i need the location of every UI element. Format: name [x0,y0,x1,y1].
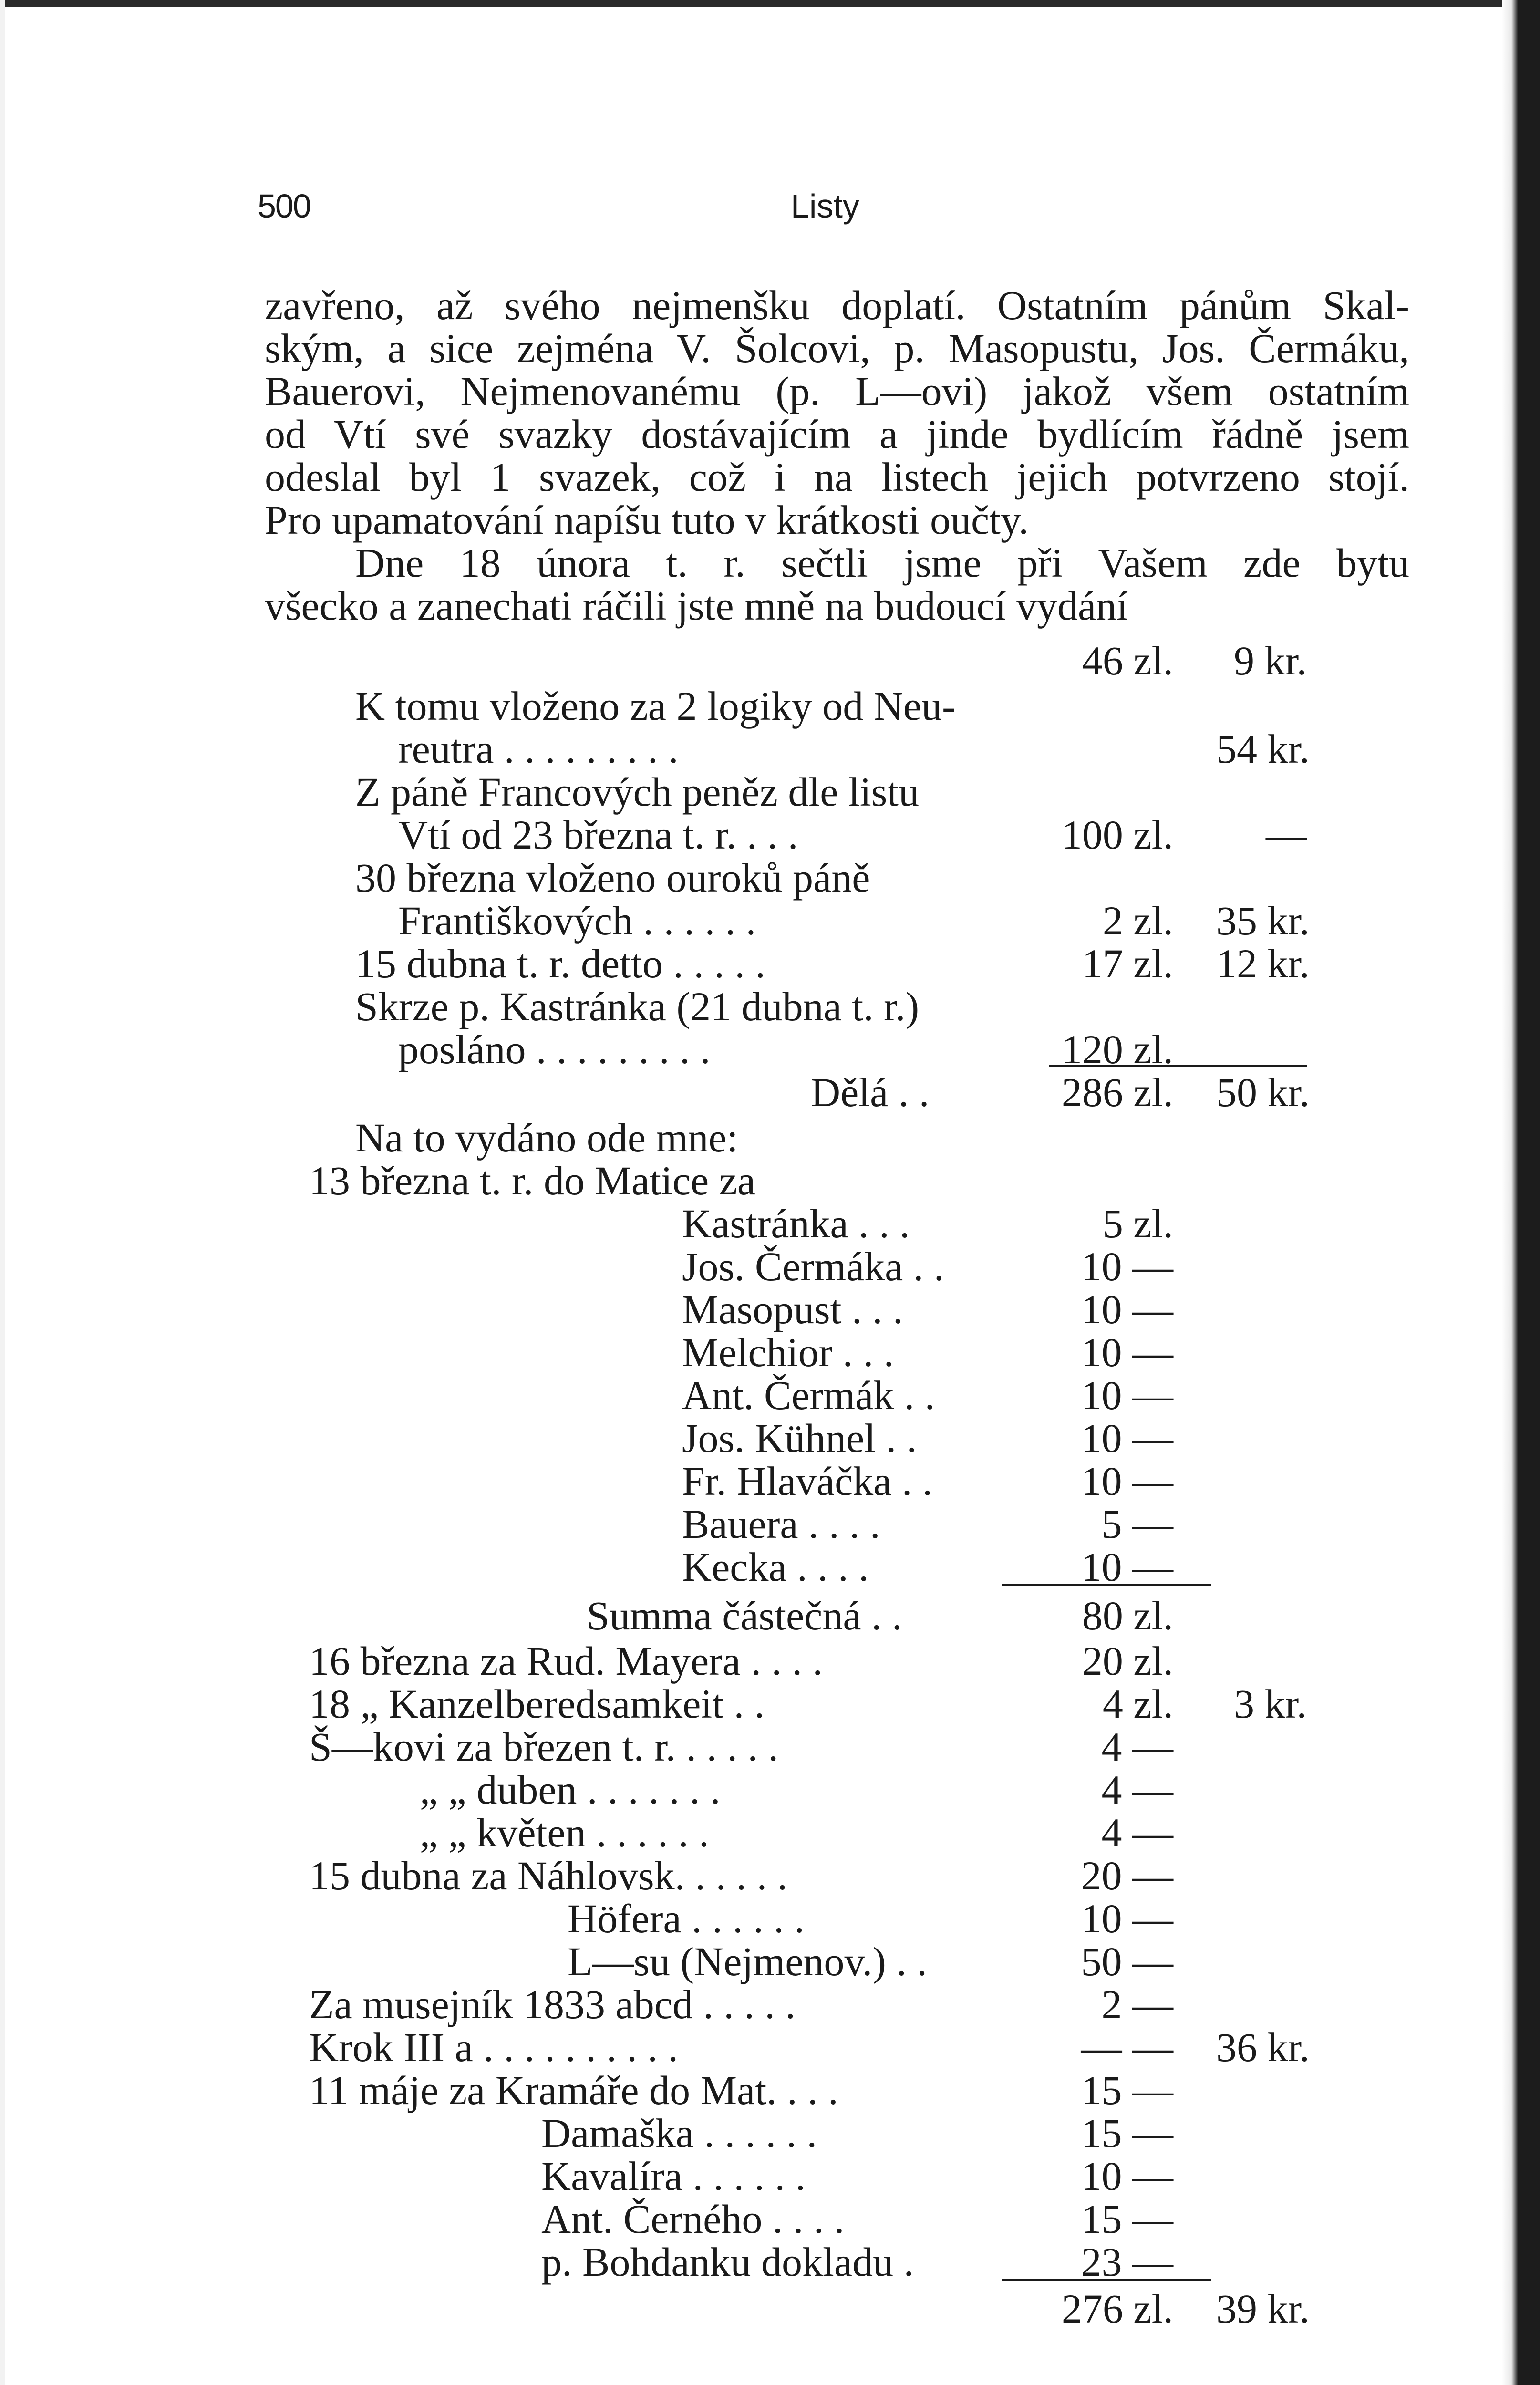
amount-zl: 4 — [1101,1810,1173,1856]
amount-zl: 15 — [1081,2067,1173,2113]
matice-item-amount: 10 — [1081,1329,1173,1375]
income-label: Skrze p. Kastránka (21 dubna t. r.) [355,984,920,1029]
expense-label: 15 dubna za Náhlovsk. . . . . . [309,1853,788,1898]
income-label: 15 dubna t. r. detto . . . . . [355,941,765,986]
amount-kr: 39 kr. [1216,2286,1310,2332]
amount-kr: 54 kr. [1216,726,1310,772]
running-title: Listy [791,187,859,225]
matice-item-amount: 10 — [1081,1244,1173,1289]
matice-item-amount: 5 zl. [1102,1201,1173,1246]
income-label: 30 března vloženo ouroků páně [355,855,870,901]
expense-label: „ „ duben . . . . . . . [420,1767,721,1813]
matice-item-amount: 10 — [1081,1372,1173,1418]
matice-item-label: Masopust . . . [682,1286,903,1332]
amount-zl: 80 zl. [1082,1593,1173,1638]
total-label: Dělá . . [811,1069,930,1115]
text-line: Pro upamatování napíšu tuto v krátkosti oučty. [265,497,1029,543]
amount-kr: 50 kr. [1216,1069,1310,1115]
expense-label: Za musejník 1833 abcd . . . . . [309,1981,796,2027]
text-line: ským, a sice zejména V. Šolcovi, p. Masopustu, Jos. Čermáku, [265,325,1409,371]
income-label: Z páně Francových peněz dle listu [355,769,920,815]
matice-item-amount: 10 — [1081,1458,1173,1504]
page-number: 500 [258,187,310,225]
amount-zl: 100 zl. [1061,812,1173,858]
expenses-heading: Na to vydáno ode mne: [355,1115,738,1161]
income-label-cont: posláno . . . . . . . . . [398,1027,711,1072]
expense-label: Š—kovi za březen t. r. . . . . . [309,1724,779,1770]
amount-zl: 46 zl. [1082,638,1173,684]
matice-item-label: Kastránka . . . [682,1201,910,1246]
amount-kr: 3 kr. [1234,1681,1307,1727]
text-line: všecko a zanechati ráčili jste mně na budoucí vydání [265,583,1128,629]
text-line: Bauerovi, Nejmenovanému (p. L—ovi) jakož všem ostatním [265,368,1409,414]
partial-sum-label: Summa částečná . . [587,1593,902,1638]
matice-item-label: Ant. Čermák . . [682,1372,935,1418]
expense-label: 18 „ Kanzelberedsamkeit . . [309,1681,765,1727]
expense-label: Höfera . . . . . . [568,1896,805,1941]
amount-kr: 12 kr. [1216,941,1310,986]
income-label: K tomu vloženo za 2 logiky od Neu- [355,683,956,729]
matice-item-amount: 10 — [1081,1286,1173,1332]
expense-label: L—su (Nejmenov.) . . [568,1939,927,1984]
amount-kr: 35 kr. [1216,898,1310,944]
amount-zl: 120 zl. [1061,1027,1173,1072]
matice-item-label: Jos. Kühnel . . [682,1415,917,1461]
expense-label: 16 března za Rud. Mayera . . . . [309,1638,823,1684]
matice-heading: 13 března t. r. do Matice za [309,1158,756,1203]
amount-zl: 286 zl. [1061,1069,1173,1115]
amount-zl: 50 — [1081,1939,1173,1984]
amount-zl: 2 — [1101,1981,1173,2027]
amount-zl: 4 — [1101,1724,1173,1770]
matice-item-amount: 10 — [1081,1544,1173,1590]
expense-label: Kavalíra . . . . . . [541,2153,806,2199]
income-label-cont: Vtí od 23 března t. r. . . . [398,812,798,858]
amount-zl: 20 zl. [1082,1638,1173,1684]
amount-kr: 9 kr. [1234,638,1307,684]
amount-zl: — — [1081,2024,1173,2070]
income-label-cont: Františkových . . . . . . [398,898,756,944]
text-line: od Vtí své svazky dostávajícím a jinde bydlícím řádně jsem [265,411,1409,457]
matice-item-label: Kecka . . . . [682,1544,869,1590]
amount-kr: 36 kr. [1216,2024,1310,2070]
expense-label: 11 máje za Kramáře do Mat. . . . [309,2067,838,2113]
matice-item-label: Bauera . . . . [682,1501,880,1547]
amount-zl: 23 — [1081,2239,1173,2285]
matice-item-label: Melchior . . . [682,1329,894,1375]
amount-zl: 17 zl. [1082,941,1173,986]
amount-zl: 15 — [1081,2110,1173,2156]
matice-item-label: Fr. Hlaváčka . . [682,1458,933,1504]
amount-zl: 276 zl. [1061,2286,1173,2332]
sum-rule [1002,1584,1211,1586]
matice-item-label: Jos. Čermáka . . [682,1244,944,1289]
expense-label: Ant. Černého . . . . [541,2196,845,2242]
amount-zl: 15 — [1081,2196,1173,2242]
expense-label: Krok III a . . . . . . . . . . [309,2024,678,2070]
matice-item-amount: 5 — [1101,1501,1173,1547]
amount-zl: 20 — [1081,1853,1173,1898]
amount-zl: 10 — [1081,2153,1173,2199]
text-line: odeslal byl 1 svazek, což i na listech jejich potvrzeno stojí. [265,454,1409,500]
amount-zl: 2 zl. [1102,898,1173,944]
amount-kr: — [1266,812,1307,858]
expense-label: „ „ květen . . . . . . [420,1810,709,1856]
expense-label: p. Bohdanku dokladu . [541,2239,914,2285]
text-line: Dne 18 února t. r. sečtli jsme při Vašem zde bytu [355,540,1409,586]
income-label-cont: reutra . . . . . . . . . [398,726,679,772]
sum-rule [1049,1065,1307,1067]
amount-zl: 4 zl. [1102,1681,1173,1727]
amount-zl: 10 — [1081,1896,1173,1941]
text-line: zavřeno, až svého nejmenšku doplatí. Ostatním pánům Skal- [265,282,1409,328]
expense-label: Damaška . . . . . . [541,2110,817,2156]
matice-item-amount: 10 — [1081,1415,1173,1461]
sum-rule [1002,2279,1211,2281]
amount-zl: 4 — [1101,1767,1173,1813]
